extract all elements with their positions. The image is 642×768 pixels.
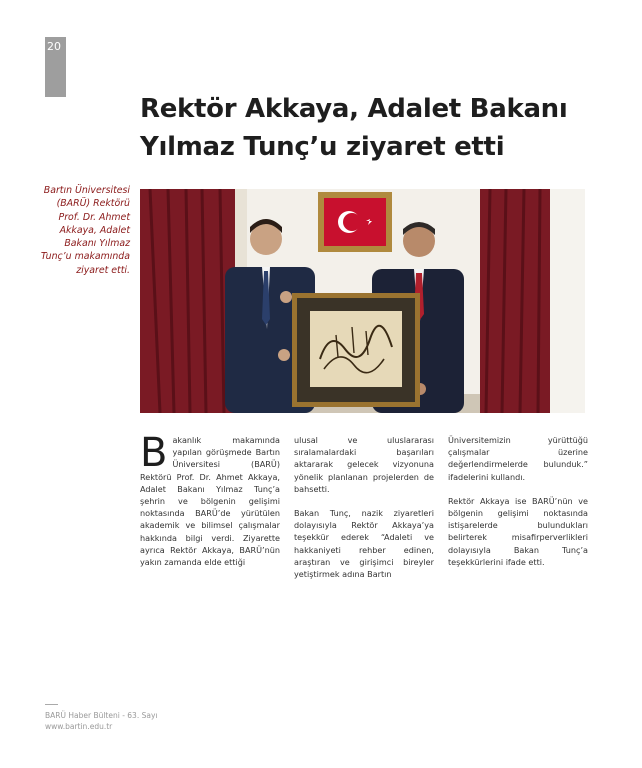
drop-cap: B <box>140 430 168 476</box>
photo-illustration <box>140 189 585 413</box>
article-photo <box>140 189 585 413</box>
column-1-text: akanlık makamında yapılan görüşmede Bartın Üniversitesi (BARÜ) Rektörü Prof. Dr. Ahmet Akkaya, Adalet Bakanı Yılmaz Tunç’a şehrin ve bölgenin gelişimi noktasında BARÜ’de yürütülen akademik ve bilimsel çalışmalar hakkında bilgi verdi. Ziyarette ayrıca Rektör Akkaya, BARÜ’nün yakın zamanda elde ettiği <box>140 435 280 568</box>
column-3-paragraph-1: Üniversitemizin yürüttüğü çalışmalar üzerine değerlendirmelerde bulunduk.” ifadelerini kullandı. <box>448 435 588 482</box>
article-body <box>140 430 588 592</box>
article-column-1 <box>140 430 280 592</box>
headline-line-1: Rektör Akkaya, Adalet Bakanı <box>140 94 568 124</box>
photo-caption: Bartın Üniversitesi (BARÜ) Rektörü Prof. Dr. Ahmet Akkaya, Adalet Bakanı Yılmaz Tunç’u makamında ziyaret etti. <box>40 185 130 276</box>
column-2-paragraph-2: Bakan Tunç, nazik ziyaretleri dolayısıyla Rektör Akkaya’ya teşekkür ederek “Adaleti ve hakkaniyeti rehber edinen, araştıran ve girişimci bireyler yetiştirmek adına Bartın <box>294 508 434 580</box>
footer-publication: BARÜ Haber Bülteni - 63. Sayı <box>45 711 158 720</box>
article-headline <box>140 90 600 166</box>
page-number: 20 <box>47 40 61 53</box>
footer-website-link[interactable]: www.bartin.edu.tr <box>45 722 113 731</box>
headline-line-2: Yılmaz Tunç’u ziyaret etti <box>140 132 505 162</box>
article-column-3 <box>448 434 588 592</box>
article-column-2 <box>294 434 434 592</box>
footer-divider <box>45 704 58 705</box>
page-footer <box>45 710 157 732</box>
column-2-paragraph-1: ulusal ve uluslararası sıralamalardaki başarıları aktararak gelecek vizyonuna yönelik planlanan projelerden de bahsetti. <box>294 435 434 494</box>
column-3-paragraph-2: Rektör Akkaya ise BARÜ’nün ve bölgenin gelişimi noktasında istişarelerde bulundukları belirterek misafirperverlikleri dolayısıyla Bakan Tunç’a teşekkürlerini ifade etti. <box>448 495 588 567</box>
